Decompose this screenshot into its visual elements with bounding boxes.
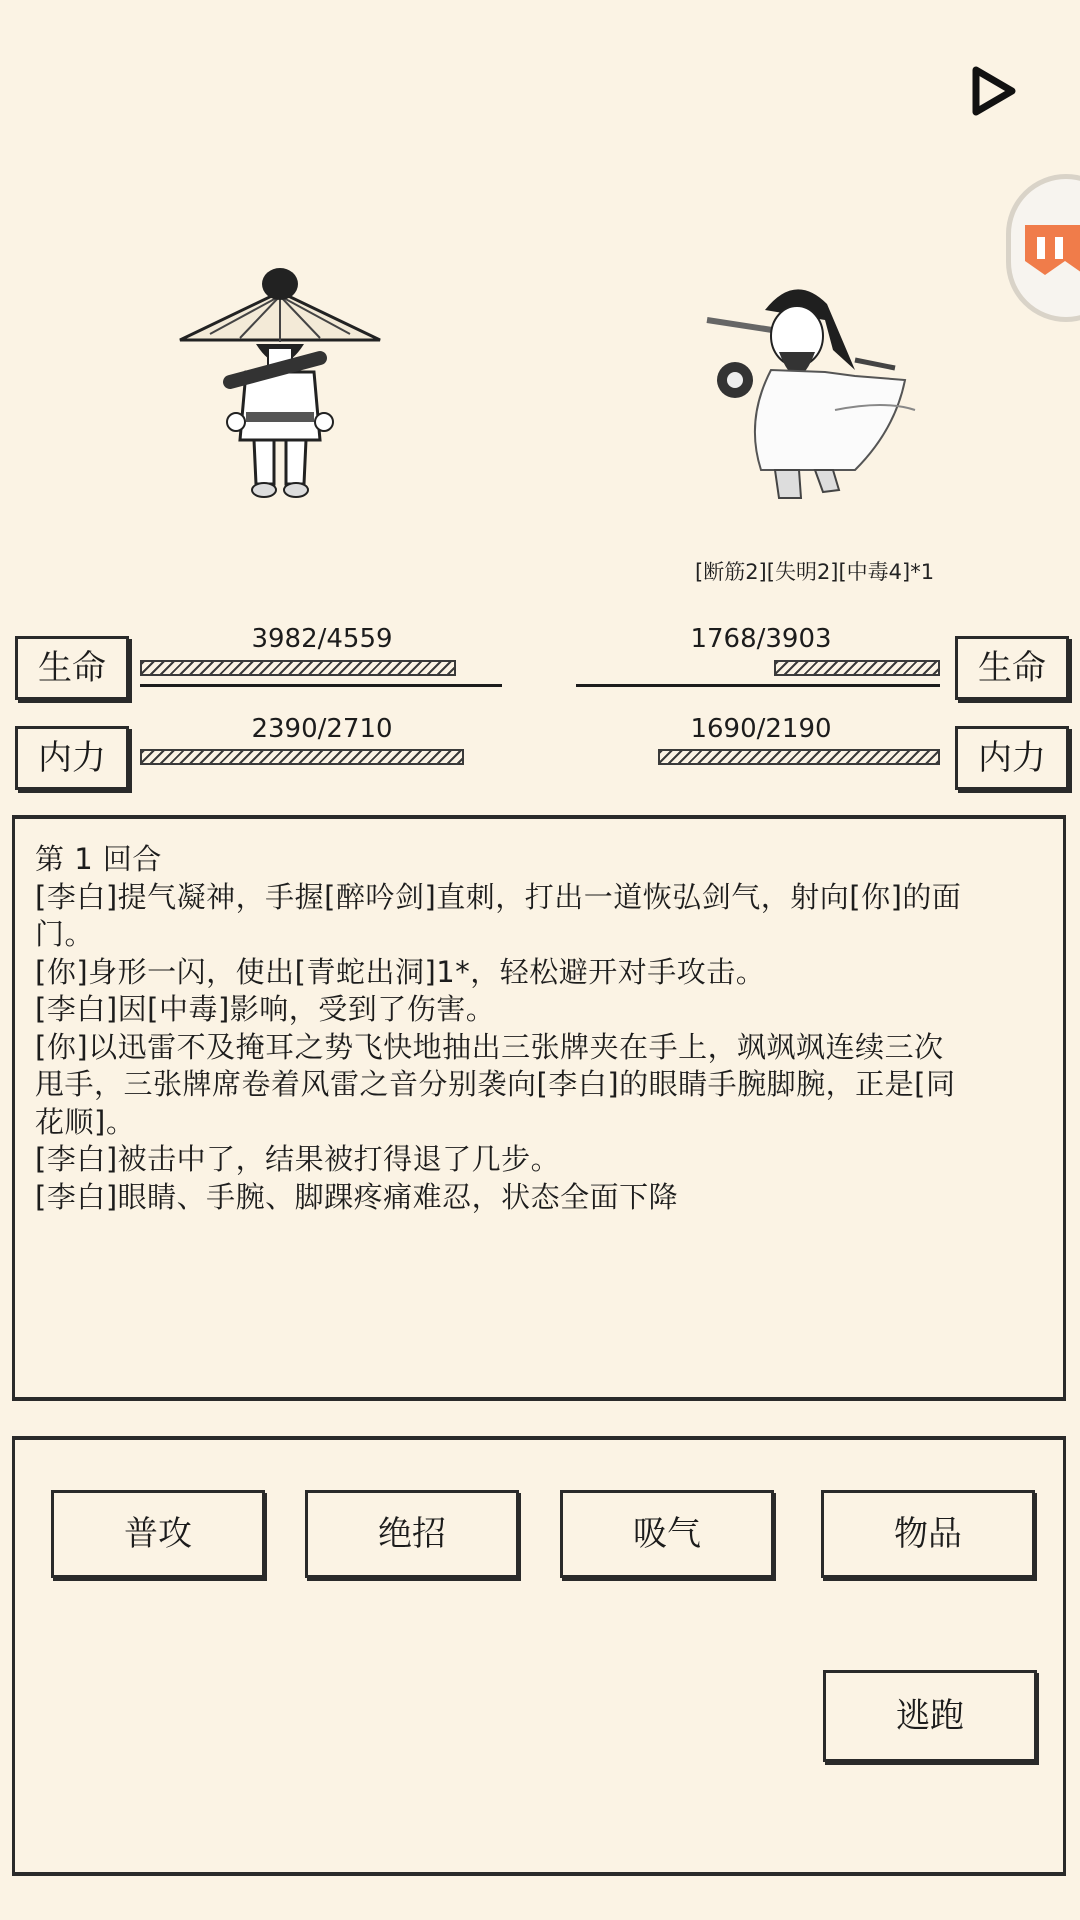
- enemy-hp-label: 生命: [955, 636, 1069, 700]
- ultimate-button[interactable]: 绝招: [305, 1490, 519, 1578]
- battle-log-line: 第 1 回合: [35, 842, 162, 876]
- battle-log-lines: [35, 841, 1045, 1216]
- enemy-mp-label: 内力: [955, 726, 1069, 790]
- play-icon[interactable]: [966, 64, 1020, 118]
- enemy-hp-track: [576, 684, 940, 687]
- action-panel: [12, 1436, 1066, 1876]
- breathe-button[interactable]: 吸气: [560, 1490, 774, 1578]
- player-hp-track: [140, 684, 502, 687]
- player-mp-bar: [140, 749, 464, 765]
- player-hp-label: 生命: [15, 636, 129, 700]
- items-button[interactable]: 物品: [821, 1490, 1035, 1578]
- battle-log-line: 门。: [35, 917, 95, 951]
- battle-log-line: 甩手，三张牌席卷着风雷之音分别袭向[李白]的眼睛手腕脚腕，正是[同: [35, 1067, 956, 1101]
- player-mp-value: 2390/2710: [251, 714, 393, 744]
- enemy-mp-value: 1690/2190: [690, 714, 832, 744]
- enemy-character: [705, 280, 925, 505]
- enemy-mp-bar: [658, 749, 940, 765]
- enemy-hp-bar: [774, 660, 940, 676]
- player-character: [170, 262, 390, 502]
- player-hp-value: 3982/4559: [251, 624, 393, 654]
- battle-log-line: 花顺]。: [35, 1104, 136, 1139]
- battle-log-line: [李白]提气凝神，手握[醉吟剑]直刺，打出一道恢弘剑气，射向[你]的面: [35, 879, 962, 914]
- flee-button[interactable]: 逃跑: [823, 1670, 1037, 1762]
- player-hp-bar: [140, 660, 456, 676]
- side-badge-icon[interactable]: [1006, 174, 1080, 322]
- battle-log-line: [你]身形一闪，使出[青蛇出洞]1*，轻松避开对手攻击。: [35, 954, 766, 989]
- enemy-hp-value: 1768/3903: [690, 624, 832, 654]
- battle-log-line: [李白]被击中了，结果被打得退了几步。: [35, 1142, 561, 1176]
- attack-button[interactable]: 普攻: [51, 1490, 265, 1578]
- player-mp-label: 内力: [15, 726, 129, 790]
- battle-log-line: [你]以迅雷不及掩耳之势飞快地抽出三张牌夹在手上，飒飒飒连续三次: [35, 1029, 944, 1064]
- battle-log-line: [李白]因[中毒]影响，受到了伤害。: [35, 992, 496, 1026]
- battle-log-line: [李白]眼睛、手腕、脚踝疼痛难忍，状态全面下降: [35, 1179, 679, 1214]
- enemy-status-effects: [断筋2][失明2][中毒4]*1: [695, 560, 935, 584]
- battle-log-panel[interactable]: [12, 815, 1066, 1401]
